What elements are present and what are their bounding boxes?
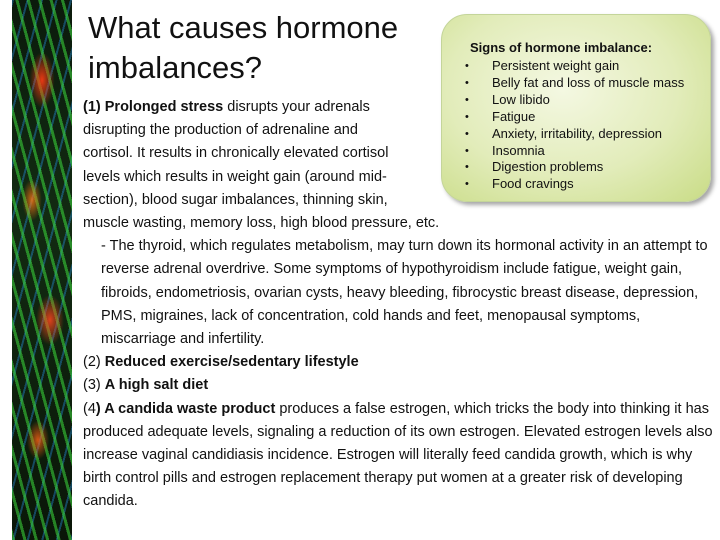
list-item [465, 58, 684, 75]
cause-1-text: disrupts your adrenals [227, 99, 370, 115]
sign-text: Anxiety, irritability, depression [492, 125, 663, 141]
cause-2-number: (2) [83, 354, 101, 371]
cause-1-line: levels which results in weight gain (around mid- [83, 168, 387, 185]
cause-4-number: (4 [83, 400, 96, 417]
cause-3 [83, 374, 713, 397]
cause-3-number: (3) [83, 377, 101, 394]
bullet: • [465, 110, 469, 123]
sign-text: Belly fat and loss of muscle mass [492, 74, 685, 90]
sign-text: Digestion problems [492, 159, 604, 175]
sign-text: Low libido [492, 91, 550, 107]
cause-2-heading: Reduced exercise/sedentary lifestyle [104, 354, 359, 371]
page-title: What causes hormone imbalances? [88, 10, 399, 85]
bullet: • [465, 178, 469, 191]
cause-1-heading: Prolonged stress [104, 99, 224, 115]
cause-2 [83, 351, 713, 374]
cause-4-text: produces a false estrogen, which tricks the body into thinking it has produced adequate levels, signaling a reduction of its own estrogen. Elevated estrogen levels also increase vaginal candidiasis incidence. Estrogen will literally feed candida growth, which is why birth control pills and estrogen replacement therapy put women at a greater risk of developing candida. [83, 400, 713, 510]
cause-1-line [83, 96, 433, 119]
cause-3-heading: A high salt diet [104, 377, 209, 394]
bullet: • [465, 127, 469, 140]
cause-1-line: section), blood sugar imbalances, thinning skin, [83, 191, 388, 208]
cause-4 [83, 398, 713, 514]
cause-1-line: muscle wasting, memory loss, high blood pressure, etc. [83, 215, 440, 232]
sign-text: Food cravings [492, 176, 574, 192]
thyroid-paragraph: - The thyroid, which regulates metabolism, may turn down its hormonal activity in an attempt to reverse adrenal overdrive. Some symptoms of hypothyroidism include fatigue, weight gain, fibroids, endometriosis, ovarian cysts, heavy bleeding, fibrocystic breast disease, depression, PMS, migraines, lack of concentration, cold hands and feet, menopausal symptoms, miscarriage and infertility. [101, 238, 708, 348]
cause-1-line: cortisol. It results in chronically elevated cortisol [83, 145, 389, 162]
cell-microscopy-image [12, 0, 72, 540]
cause-1-line: disrupting the production of adrenaline and [83, 122, 358, 139]
sign-text: Insomnia [492, 142, 545, 158]
signs-heading: Signs of hormone imbalance: [470, 40, 653, 55]
bullet: • [465, 76, 469, 89]
list-item [465, 75, 684, 92]
sign-text: Persistent weight gain [492, 58, 620, 73]
causes-body [83, 96, 713, 514]
bullet: • [465, 60, 469, 72]
bullet: • [465, 144, 469, 157]
cause-1-number: (1) [83, 99, 101, 115]
bullet: • [465, 161, 469, 174]
sign-text: Fatigue [492, 108, 536, 124]
bullet: • [465, 93, 469, 106]
cause-4-heading: ) A candida waste product [95, 400, 276, 417]
